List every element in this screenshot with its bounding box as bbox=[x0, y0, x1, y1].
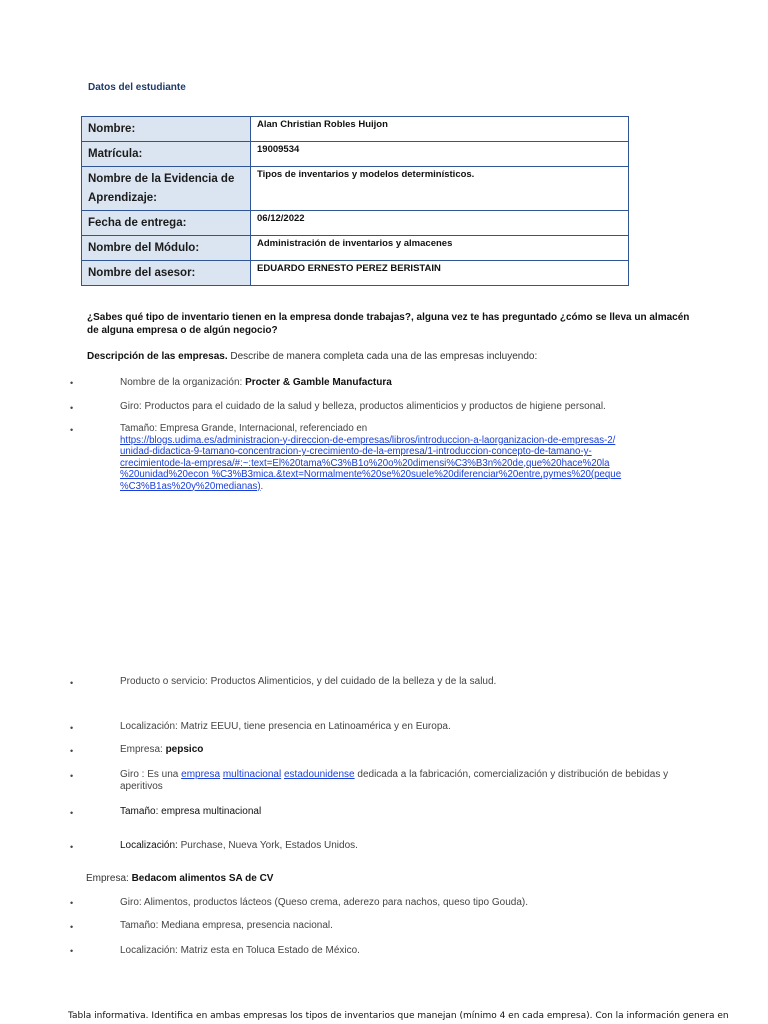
bullet-icon: • bbox=[70, 678, 74, 688]
description-bold: Descripción de las empresas. bbox=[87, 351, 228, 362]
org-name: Procter & Gamble Manufactura bbox=[245, 377, 392, 388]
date-value: 06/12/2022 bbox=[251, 211, 629, 236]
link-multinacional[interactable]: multinacional bbox=[222, 769, 282, 780]
name-label: Nombre: bbox=[82, 117, 251, 142]
table-row bbox=[82, 236, 629, 261]
location-value: Purchase, Nueva York, Estados Unidos. bbox=[180, 840, 358, 851]
list-item: Tamaño: Mediana empresa, presencia nacional. bbox=[120, 920, 333, 931]
bullet-icon: • bbox=[70, 723, 74, 733]
link-empresa[interactable]: empresa bbox=[181, 769, 221, 780]
list-item bbox=[120, 377, 700, 389]
bullet-icon: • bbox=[70, 378, 74, 388]
name-value: Alan Christian Robles Huijon bbox=[251, 117, 629, 142]
list-item: Giro: Productos para el cuidado de la salud y belleza, productos alimenticios y productos de higiene personal. bbox=[120, 401, 606, 412]
description-text: Describe de manera completa cada una de las empresas incluyendo: bbox=[227, 351, 538, 362]
section-title: Datos del estudiante bbox=[88, 82, 186, 93]
module-value: Administración de inventarios y almacenes bbox=[251, 236, 629, 261]
bullet-icon: • bbox=[70, 898, 74, 908]
list-item bbox=[120, 744, 700, 756]
list-item: Localización: Matriz EEUU, tiene presencia en Latinoamérica y en Europa. bbox=[120, 721, 451, 732]
size-text: Tamaño: Empresa Grande, Internacional, referenciado en bbox=[120, 423, 368, 434]
company-label: Empresa: bbox=[86, 873, 132, 884]
bullet-icon: • bbox=[70, 746, 74, 756]
bullet-icon: • bbox=[70, 946, 74, 956]
bullet-icon: • bbox=[70, 425, 74, 435]
bullet-icon: • bbox=[70, 403, 74, 413]
link-estadounidense[interactable]: estadounidense bbox=[283, 769, 355, 780]
bullet-icon: • bbox=[70, 842, 74, 852]
list-item bbox=[120, 840, 700, 852]
giro-prefix: Giro : Es una bbox=[120, 769, 182, 780]
date-label: Fecha de entrega: bbox=[82, 211, 251, 236]
advisor-label: Nombre del asesor: bbox=[82, 261, 251, 286]
table-row bbox=[82, 211, 629, 236]
evidence-value: Tipos de inventarios y modelos determinísticos. bbox=[251, 167, 629, 211]
company-name: pepsico bbox=[165, 744, 204, 755]
bullet-icon: • bbox=[70, 771, 74, 781]
footer-text: Tabla informativa. Identifica en ambas empresas los tipos de inventarios que manejan (mínimo 4 en cada empresa). Con la información genera en bbox=[68, 1011, 729, 1021]
list-item: Tamaño: Empresa Grande, Internacional, referenciado en https://blogs.udima.es/administracion-y-direccion-de-empresas/libros/introduccion-a-laorganizacion-de-empresas-2/ unidad-didactica-9-tamano-concentracion-y-crecimiento-de-la-empresa/1-introduccion-concepto-de-tamano-y- crecimientode-la-empresa/#:~:text=El%20tama%C3%B1o%20o%20dimensi%C3%B3n%20de,que%20hace%20la %20unidad%20econ %C3%B3mica.&text=Normalmente%20se%20suele%20diferenciar%20entre,pymes%20(peque %C3%B1as%20y%20medianas). bbox=[120, 423, 622, 492]
giro-suffix: dedicada a la fabricación, comercialización y distribución de bebidas y aperitivos bbox=[120, 769, 669, 792]
org-label: Nombre de la organización: bbox=[120, 377, 246, 388]
bullet-icon: • bbox=[70, 808, 74, 818]
student-data-table bbox=[81, 116, 629, 286]
module-label: Nombre del Módulo: bbox=[82, 236, 251, 261]
list-item: Tamaño: empresa multinacional bbox=[120, 806, 262, 817]
table-row bbox=[82, 167, 629, 211]
list-item: Localización: Matriz esta en Toluca Estado de México. bbox=[120, 945, 360, 956]
company-label: Empresa: bbox=[120, 744, 166, 755]
bullet-icon: • bbox=[70, 922, 74, 932]
table-row bbox=[82, 117, 629, 142]
company-name: Bedacom alimentos SA de CV bbox=[131, 873, 274, 884]
advisor-value: EDUARDO ERNESTO PEREZ BERISTAIN bbox=[251, 261, 629, 286]
description-paragraph bbox=[87, 351, 537, 362]
reference-link[interactable]: https://blogs.udima.es/administracion-y-direccion-de-empresas/libros/introduccion-a-laorganizacion-de-empresas-2/ unidad-didactica-9-tamano-concentracion-y-crecimiento-de-la-empresa/1-introduccion-concepto-de-tamano-y- crecimientode-la-empresa/#:~:text=El%20tama%C3%B1o%20o%20dimensi%C3%B3n%20de,que%20hace%20la %20unidad%20econ %C3%B3mica.&text=Normalmente%20se%20suele%20diferenciar%20entre,pymes%20(peque %C3%B1as%20y%20medianas) bbox=[120, 434, 622, 492]
location-label: Localización: bbox=[120, 840, 181, 851]
list-item: Producto o servicio: Productos Alimenticios, y del cuidado de la belleza y de la salud. bbox=[120, 676, 497, 687]
enrollment-label: Matrícula: bbox=[82, 142, 251, 167]
enrollment-value: 19009534 bbox=[251, 142, 629, 167]
table-row bbox=[82, 261, 629, 286]
list-item bbox=[120, 769, 700, 793]
list-item: Giro: Alimentos, productos lácteos (Queso crema, aderezo para nachos, queso tipo Gouda). bbox=[120, 897, 528, 908]
table-row bbox=[82, 142, 629, 167]
evidence-label: Nombre de la Evidencia de Aprendizaje: bbox=[82, 167, 251, 211]
question-paragraph: ¿Sabes qué tipo de inventario tienen en la empresa donde trabajas?, alguna vez te has preguntado ¿cómo se lleva un almacén de alguna empresa o de algún negocio? bbox=[87, 312, 690, 336]
company-heading bbox=[86, 873, 273, 884]
